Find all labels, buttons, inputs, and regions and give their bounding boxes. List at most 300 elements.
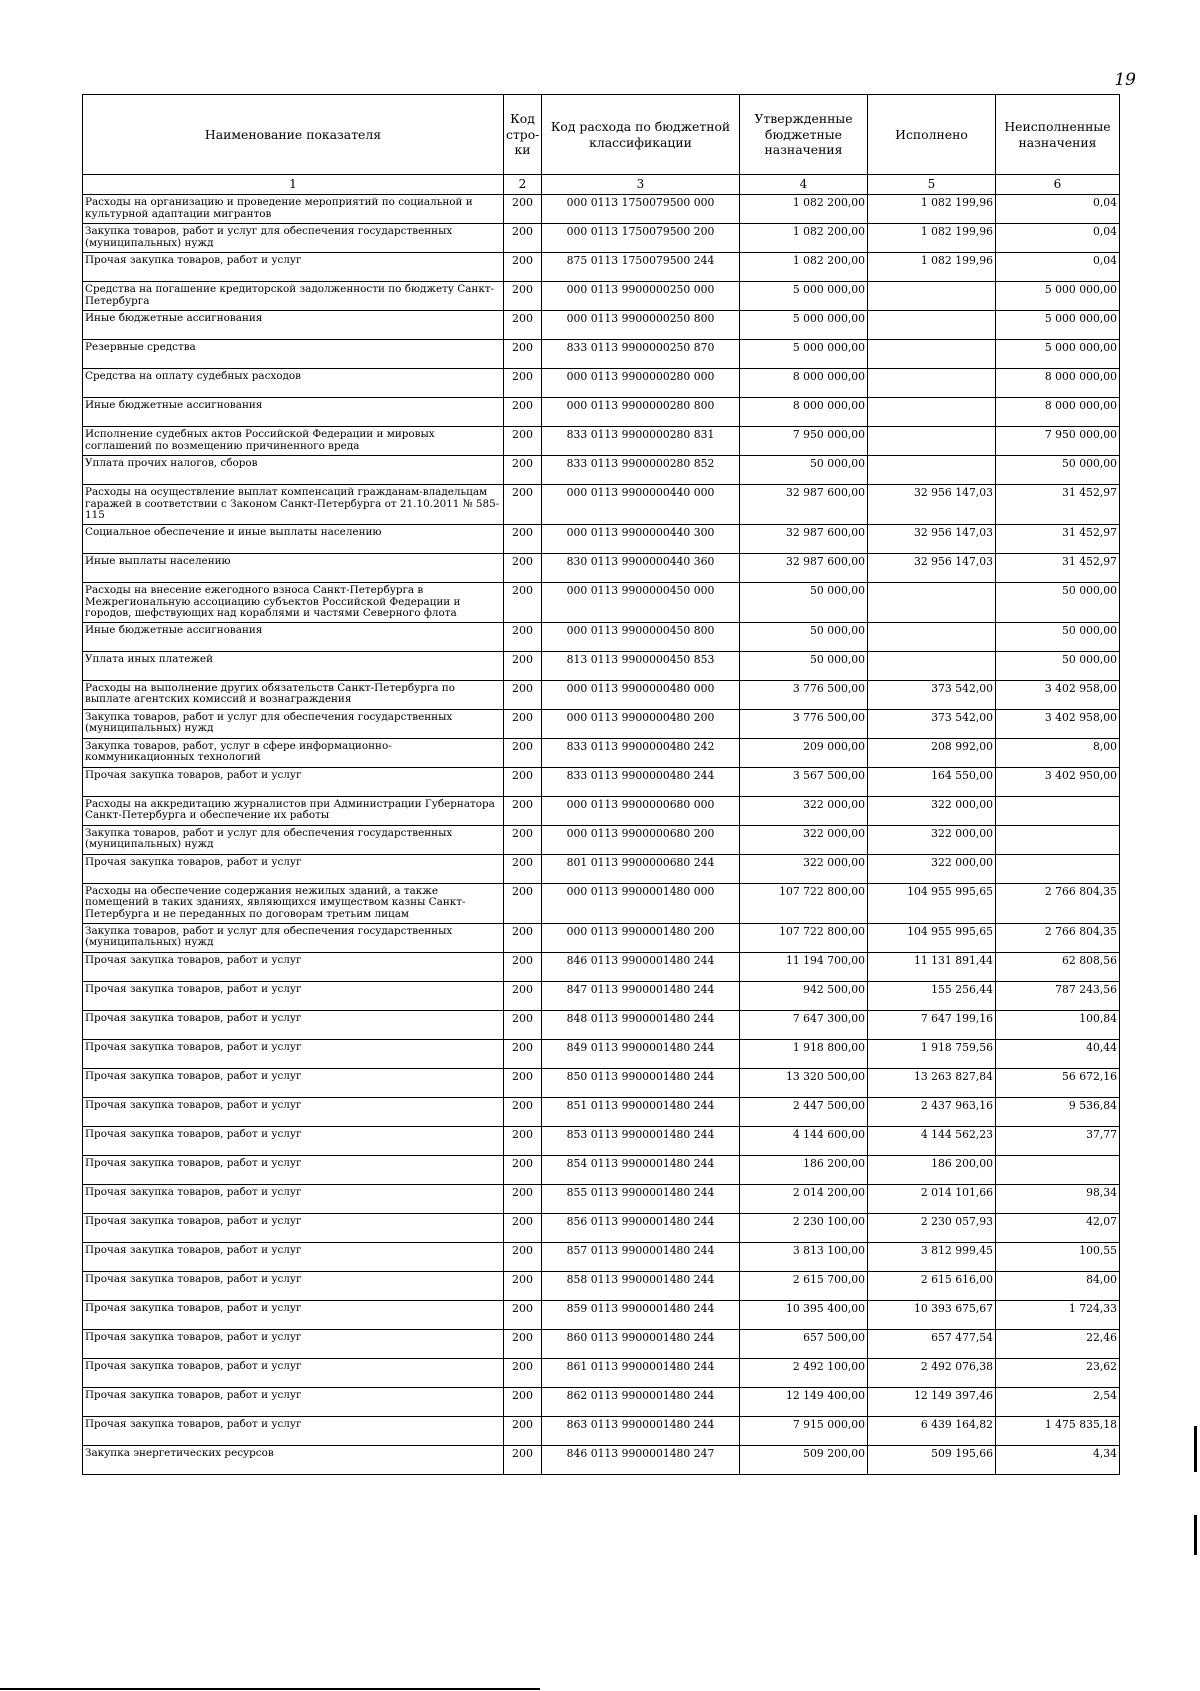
row-approved-amount: 5 000 000,00 bbox=[740, 340, 868, 369]
row-approved-amount: 657 500,00 bbox=[740, 1329, 868, 1358]
row-approved-amount: 13 320 500,00 bbox=[740, 1068, 868, 1097]
table-row bbox=[83, 981, 1120, 1010]
row-executed-amount: 155 256,44 bbox=[868, 981, 996, 1010]
row-name: Социальное обеспечение и иные выплаты населению bbox=[83, 524, 504, 553]
row-approved-amount: 2 492 100,00 bbox=[740, 1358, 868, 1387]
table-body bbox=[83, 195, 1120, 1475]
row-expense-code: 000 0113 9900000680 200 bbox=[542, 825, 740, 854]
row-approved-amount: 1 082 200,00 bbox=[740, 253, 868, 282]
row-executed-amount: 104 955 995,65 bbox=[868, 883, 996, 923]
row-line-code: 200 bbox=[504, 1068, 542, 1097]
row-line-code: 200 bbox=[504, 485, 542, 525]
right-edge-mark bbox=[1194, 1515, 1197, 1555]
row-executed-amount: 322 000,00 bbox=[868, 825, 996, 854]
row-line-code: 200 bbox=[504, 340, 542, 369]
row-executed-amount: 1 082 199,96 bbox=[868, 224, 996, 253]
column-header-expense-code: Код расхода по бюджетной классификации bbox=[542, 95, 740, 175]
table-row bbox=[83, 767, 1120, 796]
row-executed-amount: 2 492 076,38 bbox=[868, 1358, 996, 1387]
row-line-code: 200 bbox=[504, 651, 542, 680]
row-line-code: 200 bbox=[504, 981, 542, 1010]
row-name: Прочая закупка товаров, работ и услуг bbox=[83, 1010, 504, 1039]
row-executed-amount: 32 956 147,03 bbox=[868, 524, 996, 553]
row-approved-amount: 1 918 800,00 bbox=[740, 1039, 868, 1068]
row-name: Закупка товаров, работ и услуг для обеспечения государственных (муниципальных) нужд bbox=[83, 923, 504, 952]
table-row bbox=[83, 1271, 1120, 1300]
row-line-code: 200 bbox=[504, 427, 542, 456]
row-approved-amount: 942 500,00 bbox=[740, 981, 868, 1010]
row-name: Прочая закупка товаров, работ и услуг bbox=[83, 253, 504, 282]
row-executed-amount: 7 647 199,16 bbox=[868, 1010, 996, 1039]
row-line-code: 200 bbox=[504, 398, 542, 427]
row-unexecuted-amount: 50 000,00 bbox=[996, 456, 1120, 485]
table-row bbox=[83, 311, 1120, 340]
row-name: Прочая закупка товаров, работ и услуг bbox=[83, 767, 504, 796]
row-unexecuted-amount: 8 000 000,00 bbox=[996, 369, 1120, 398]
row-approved-amount: 322 000,00 bbox=[740, 854, 868, 883]
row-executed-amount: 186 200,00 bbox=[868, 1155, 996, 1184]
row-expense-code: 848 0113 9900001480 244 bbox=[542, 1010, 740, 1039]
row-line-code: 200 bbox=[504, 796, 542, 825]
table-row bbox=[83, 680, 1120, 709]
row-unexecuted-amount bbox=[996, 825, 1120, 854]
row-expense-code: 000 0113 9900000440 000 bbox=[542, 485, 740, 525]
row-approved-amount: 7 950 000,00 bbox=[740, 427, 868, 456]
row-unexecuted-amount: 5 000 000,00 bbox=[996, 311, 1120, 340]
column-number: 6 bbox=[996, 175, 1120, 195]
row-name: Закупка товаров, работ и услуг для обеспечения государственных (муниципальных) нужд bbox=[83, 825, 504, 854]
table-row bbox=[83, 456, 1120, 485]
row-name: Закупка товаров, работ и услуг для обеспечения государственных (муниципальных) нужд bbox=[83, 709, 504, 738]
row-expense-code: 000 0113 9900000250 800 bbox=[542, 311, 740, 340]
row-expense-code: 846 0113 9900001480 244 bbox=[542, 952, 740, 981]
row-approved-amount: 11 194 700,00 bbox=[740, 952, 868, 981]
row-executed-amount bbox=[868, 651, 996, 680]
row-line-code: 200 bbox=[504, 1155, 542, 1184]
row-unexecuted-amount: 37,77 bbox=[996, 1126, 1120, 1155]
row-approved-amount: 1 082 200,00 bbox=[740, 224, 868, 253]
row-name: Закупка товаров, работ, услуг в сфере информационно-коммуникационных технологий bbox=[83, 738, 504, 767]
row-unexecuted-amount: 0,04 bbox=[996, 253, 1120, 282]
row-executed-amount bbox=[868, 427, 996, 456]
row-executed-amount: 12 149 397,46 bbox=[868, 1387, 996, 1416]
row-approved-amount: 3 813 100,00 bbox=[740, 1242, 868, 1271]
row-approved-amount: 32 987 600,00 bbox=[740, 524, 868, 553]
row-expense-code: 000 0113 1750079500 000 bbox=[542, 195, 740, 224]
row-line-code: 200 bbox=[504, 1271, 542, 1300]
row-approved-amount: 509 200,00 bbox=[740, 1445, 868, 1474]
row-unexecuted-amount: 40,44 bbox=[996, 1039, 1120, 1068]
row-expense-code: 813 0113 9900000450 853 bbox=[542, 651, 740, 680]
row-expense-code: 858 0113 9900001480 244 bbox=[542, 1271, 740, 1300]
row-approved-amount: 209 000,00 bbox=[740, 738, 868, 767]
column-number: 1 bbox=[83, 175, 504, 195]
row-unexecuted-amount: 8,00 bbox=[996, 738, 1120, 767]
row-expense-code: 000 0113 9900000450 000 bbox=[542, 582, 740, 622]
row-unexecuted-amount: 2 766 804,35 bbox=[996, 883, 1120, 923]
page-number: 19 bbox=[1114, 70, 1136, 90]
row-unexecuted-amount: 7 950 000,00 bbox=[996, 427, 1120, 456]
row-line-code: 200 bbox=[504, 456, 542, 485]
table-row bbox=[83, 253, 1120, 282]
table-row bbox=[83, 1155, 1120, 1184]
row-approved-amount: 32 987 600,00 bbox=[740, 553, 868, 582]
row-expense-code: 863 0113 9900001480 244 bbox=[542, 1416, 740, 1445]
row-name: Уплата иных платежей bbox=[83, 651, 504, 680]
table-row bbox=[83, 1329, 1120, 1358]
table-row bbox=[83, 224, 1120, 253]
row-name: Прочая закупка товаров, работ и услуг bbox=[83, 1126, 504, 1155]
row-executed-amount: 1 082 199,96 bbox=[868, 195, 996, 224]
row-name: Прочая закупка товаров, работ и услуг bbox=[83, 1155, 504, 1184]
column-number: 2 bbox=[504, 175, 542, 195]
row-line-code: 200 bbox=[504, 1097, 542, 1126]
row-unexecuted-amount bbox=[996, 854, 1120, 883]
row-line-code: 200 bbox=[504, 854, 542, 883]
row-expense-code: 833 0113 9900000250 870 bbox=[542, 340, 740, 369]
row-expense-code: 846 0113 9900001480 247 bbox=[542, 1445, 740, 1474]
row-line-code: 200 bbox=[504, 1242, 542, 1271]
row-unexecuted-amount bbox=[996, 796, 1120, 825]
row-line-code: 200 bbox=[504, 825, 542, 854]
row-line-code: 200 bbox=[504, 195, 542, 224]
row-expense-code: 862 0113 9900001480 244 bbox=[542, 1387, 740, 1416]
row-unexecuted-amount: 56 672,16 bbox=[996, 1068, 1120, 1097]
row-approved-amount: 186 200,00 bbox=[740, 1155, 868, 1184]
row-line-code: 200 bbox=[504, 709, 542, 738]
row-approved-amount: 2 014 200,00 bbox=[740, 1184, 868, 1213]
row-name: Расходы на выполнение других обязательств Санкт-Петербурга по выплате агентских комиссий и вознаграждения bbox=[83, 680, 504, 709]
row-expense-code: 853 0113 9900001480 244 bbox=[542, 1126, 740, 1155]
row-approved-amount: 8 000 000,00 bbox=[740, 369, 868, 398]
row-name: Прочая закупка товаров, работ и услуг bbox=[83, 1387, 504, 1416]
row-line-code: 200 bbox=[504, 311, 542, 340]
row-unexecuted-amount: 3 402 950,00 bbox=[996, 767, 1120, 796]
row-executed-amount: 6 439 164,82 bbox=[868, 1416, 996, 1445]
row-line-code: 200 bbox=[504, 1010, 542, 1039]
row-unexecuted-amount: 42,07 bbox=[996, 1213, 1120, 1242]
row-approved-amount: 2 230 100,00 bbox=[740, 1213, 868, 1242]
table-row bbox=[83, 1039, 1120, 1068]
row-name: Расходы на аккредитацию журналистов при Администрации Губернатора Санкт-Петербурга и обеспечение их работы bbox=[83, 796, 504, 825]
column-number: 4 bbox=[740, 175, 868, 195]
row-approved-amount: 32 987 600,00 bbox=[740, 485, 868, 525]
row-executed-amount: 32 956 147,03 bbox=[868, 485, 996, 525]
row-executed-amount: 373 542,00 bbox=[868, 680, 996, 709]
row-line-code: 200 bbox=[504, 883, 542, 923]
row-approved-amount: 3 776 500,00 bbox=[740, 709, 868, 738]
column-header-name: Наименование показателя bbox=[83, 95, 504, 175]
row-name: Прочая закупка товаров, работ и услуг bbox=[83, 1329, 504, 1358]
row-expense-code: 000 0113 9900000280 000 bbox=[542, 369, 740, 398]
row-approved-amount: 5 000 000,00 bbox=[740, 311, 868, 340]
row-executed-amount: 10 393 675,67 bbox=[868, 1300, 996, 1329]
row-unexecuted-amount: 31 452,97 bbox=[996, 485, 1120, 525]
row-name: Закупка товаров, работ и услуг для обеспечения государственных (муниципальных) нужд bbox=[83, 224, 504, 253]
row-executed-amount: 4 144 562,23 bbox=[868, 1126, 996, 1155]
row-executed-amount: 322 000,00 bbox=[868, 796, 996, 825]
row-expense-code: 849 0113 9900001480 244 bbox=[542, 1039, 740, 1068]
row-executed-amount: 373 542,00 bbox=[868, 709, 996, 738]
row-name: Закупка энергетических ресурсов bbox=[83, 1445, 504, 1474]
row-executed-amount: 3 812 999,45 bbox=[868, 1242, 996, 1271]
table-row bbox=[83, 622, 1120, 651]
row-expense-code: 000 0113 9900000480 000 bbox=[542, 680, 740, 709]
column-number-row bbox=[83, 175, 1120, 195]
row-executed-amount: 2 230 057,93 bbox=[868, 1213, 996, 1242]
row-line-code: 200 bbox=[504, 524, 542, 553]
row-line-code: 200 bbox=[504, 1213, 542, 1242]
table-row bbox=[83, 1387, 1120, 1416]
row-line-code: 200 bbox=[504, 1126, 542, 1155]
row-approved-amount: 8 000 000,00 bbox=[740, 398, 868, 427]
table-row bbox=[83, 825, 1120, 854]
row-expense-code: 854 0113 9900001480 244 bbox=[542, 1155, 740, 1184]
row-approved-amount: 3 567 500,00 bbox=[740, 767, 868, 796]
row-name: Расходы на обеспечение содержания нежилых зданий, а также помещений в таких зданиях, являющихся имуществом казны Санкт-Петербурга и не переданных по договорам третьим лицам bbox=[83, 883, 504, 923]
row-name: Прочая закупка товаров, работ и услуг bbox=[83, 1271, 504, 1300]
row-unexecuted-amount: 22,46 bbox=[996, 1329, 1120, 1358]
row-unexecuted-amount: 1 724,33 bbox=[996, 1300, 1120, 1329]
row-expense-code: 850 0113 9900001480 244 bbox=[542, 1068, 740, 1097]
row-approved-amount: 50 000,00 bbox=[740, 651, 868, 680]
row-line-code: 200 bbox=[504, 1300, 542, 1329]
row-approved-amount: 10 395 400,00 bbox=[740, 1300, 868, 1329]
row-expense-code: 801 0113 9900000680 244 bbox=[542, 854, 740, 883]
row-name: Прочая закупка товаров, работ и услуг bbox=[83, 1416, 504, 1445]
row-approved-amount: 7 647 300,00 bbox=[740, 1010, 868, 1039]
table-row bbox=[83, 709, 1120, 738]
row-executed-amount bbox=[868, 398, 996, 427]
row-line-code: 200 bbox=[504, 224, 542, 253]
row-name: Прочая закупка товаров, работ и услуг bbox=[83, 1039, 504, 1068]
row-executed-amount bbox=[868, 582, 996, 622]
row-approved-amount: 50 000,00 bbox=[740, 622, 868, 651]
row-expense-code: 830 0113 9900000440 360 bbox=[542, 553, 740, 582]
row-expense-code: 857 0113 9900001480 244 bbox=[542, 1242, 740, 1271]
row-unexecuted-amount: 31 452,97 bbox=[996, 524, 1120, 553]
column-number: 3 bbox=[542, 175, 740, 195]
row-name: Резервные средства bbox=[83, 340, 504, 369]
row-line-code: 200 bbox=[504, 1445, 542, 1474]
table-row bbox=[83, 1068, 1120, 1097]
table-row bbox=[83, 854, 1120, 883]
row-executed-amount: 32 956 147,03 bbox=[868, 553, 996, 582]
table-row bbox=[83, 1213, 1120, 1242]
row-approved-amount: 2 615 700,00 bbox=[740, 1271, 868, 1300]
table-row bbox=[83, 1126, 1120, 1155]
row-name: Расходы на осуществление выплат компенсаций гражданам-владельцам гаражей в соответствии с Законом Санкт-Петербурга от 21.10.2011 № 585-115 bbox=[83, 485, 504, 525]
row-name: Средства на погашение кредиторской задолженности по бюджету Санкт-Петербурга bbox=[83, 282, 504, 311]
row-expense-code: 875 0113 1750079500 244 bbox=[542, 253, 740, 282]
row-name: Прочая закупка товаров, работ и услуг bbox=[83, 1213, 504, 1242]
table-row bbox=[83, 1358, 1120, 1387]
row-executed-amount: 2 615 616,00 bbox=[868, 1271, 996, 1300]
row-unexecuted-amount: 62 808,56 bbox=[996, 952, 1120, 981]
budget-execution-table bbox=[82, 94, 1120, 1475]
row-expense-code: 847 0113 9900001480 244 bbox=[542, 981, 740, 1010]
row-expense-code: 833 0113 9900000480 242 bbox=[542, 738, 740, 767]
row-expense-code: 000 0113 9900000280 800 bbox=[542, 398, 740, 427]
row-approved-amount: 7 915 000,00 bbox=[740, 1416, 868, 1445]
row-name: Средства на оплату судебных расходов bbox=[83, 369, 504, 398]
row-name: Исполнение судебных актов Российской Федерации и мировых соглашений по возмещению причиненного вреда bbox=[83, 427, 504, 456]
row-name: Прочая закупка товаров, работ и услуг bbox=[83, 981, 504, 1010]
table-row bbox=[83, 524, 1120, 553]
row-line-code: 200 bbox=[504, 553, 542, 582]
row-executed-amount: 11 131 891,44 bbox=[868, 952, 996, 981]
table-row bbox=[83, 1445, 1120, 1474]
row-line-code: 200 bbox=[504, 1358, 542, 1387]
table-row bbox=[83, 340, 1120, 369]
row-approved-amount: 322 000,00 bbox=[740, 825, 868, 854]
table-row bbox=[83, 398, 1120, 427]
table-row bbox=[83, 282, 1120, 311]
row-executed-amount: 322 000,00 bbox=[868, 854, 996, 883]
table-row bbox=[83, 427, 1120, 456]
row-executed-amount: 13 263 827,84 bbox=[868, 1068, 996, 1097]
row-unexecuted-amount: 5 000 000,00 bbox=[996, 340, 1120, 369]
row-unexecuted-amount: 3 402 958,00 bbox=[996, 709, 1120, 738]
row-unexecuted-amount: 787 243,56 bbox=[996, 981, 1120, 1010]
table-row bbox=[83, 369, 1120, 398]
row-line-code: 200 bbox=[504, 680, 542, 709]
table-row bbox=[83, 796, 1120, 825]
table-row bbox=[83, 1097, 1120, 1126]
table-row bbox=[83, 1416, 1120, 1445]
row-line-code: 200 bbox=[504, 923, 542, 952]
header-row bbox=[83, 95, 1120, 175]
column-header-unexecuted: Неисполненные назначения bbox=[996, 95, 1120, 175]
row-approved-amount: 107 722 800,00 bbox=[740, 923, 868, 952]
row-executed-amount: 1 918 759,56 bbox=[868, 1039, 996, 1068]
row-name: Иные выплаты населению bbox=[83, 553, 504, 582]
row-expense-code: 000 0113 1750079500 200 bbox=[542, 224, 740, 253]
row-name: Иные бюджетные ассигнования bbox=[83, 311, 504, 340]
row-expense-code: 000 0113 9900000680 000 bbox=[542, 796, 740, 825]
row-unexecuted-amount: 2,54 bbox=[996, 1387, 1120, 1416]
row-expense-code: 856 0113 9900001480 244 bbox=[542, 1213, 740, 1242]
row-name: Расходы на внесение ежегодного взноса Санкт-Петербурга в Межрегиональную ассоциацию субъектов Российской Федерации и городов, шефствующих над кораблями и частями Северного флота bbox=[83, 582, 504, 622]
row-name: Прочая закупка товаров, работ и услуг bbox=[83, 952, 504, 981]
row-executed-amount bbox=[868, 622, 996, 651]
row-line-code: 200 bbox=[504, 952, 542, 981]
row-expense-code: 855 0113 9900001480 244 bbox=[542, 1184, 740, 1213]
row-expense-code: 000 0113 9900000250 000 bbox=[542, 282, 740, 311]
row-approved-amount: 1 082 200,00 bbox=[740, 195, 868, 224]
row-executed-amount bbox=[868, 340, 996, 369]
row-expense-code: 851 0113 9900001480 244 bbox=[542, 1097, 740, 1126]
table-row bbox=[83, 553, 1120, 582]
row-line-code: 200 bbox=[504, 1329, 542, 1358]
row-approved-amount: 3 776 500,00 bbox=[740, 680, 868, 709]
row-name: Прочая закупка товаров, работ и услуг bbox=[83, 854, 504, 883]
row-executed-amount bbox=[868, 282, 996, 311]
row-unexecuted-amount: 50 000,00 bbox=[996, 622, 1120, 651]
row-unexecuted-amount: 3 402 958,00 bbox=[996, 680, 1120, 709]
row-expense-code: 833 0113 9900000280 852 bbox=[542, 456, 740, 485]
row-executed-amount: 509 195,66 bbox=[868, 1445, 996, 1474]
table-row bbox=[83, 952, 1120, 981]
row-executed-amount: 2 437 963,16 bbox=[868, 1097, 996, 1126]
column-header-approved: Утвержденные бюджетные назначения bbox=[740, 95, 868, 175]
row-name: Прочая закупка товаров, работ и услуг bbox=[83, 1184, 504, 1213]
row-name: Расходы на организацию и проведение мероприятий по социальной и культурной адаптации мигрантов bbox=[83, 195, 504, 224]
row-unexecuted-amount: 98,34 bbox=[996, 1184, 1120, 1213]
row-executed-amount bbox=[868, 369, 996, 398]
row-line-code: 200 bbox=[504, 1039, 542, 1068]
row-name: Прочая закупка товаров, работ и услуг bbox=[83, 1068, 504, 1097]
table-row bbox=[83, 883, 1120, 923]
row-unexecuted-amount: 2 766 804,35 bbox=[996, 923, 1120, 952]
right-edge-mark bbox=[1194, 1426, 1197, 1472]
row-line-code: 200 bbox=[504, 1184, 542, 1213]
row-line-code: 200 bbox=[504, 282, 542, 311]
table-row bbox=[83, 651, 1120, 680]
row-expense-code: 000 0113 9900000480 200 bbox=[542, 709, 740, 738]
row-approved-amount: 50 000,00 bbox=[740, 456, 868, 485]
row-unexecuted-amount: 5 000 000,00 bbox=[996, 282, 1120, 311]
row-executed-amount: 1 082 199,96 bbox=[868, 253, 996, 282]
row-unexecuted-amount bbox=[996, 1155, 1120, 1184]
row-expense-code: 000 0113 9900001480 200 bbox=[542, 923, 740, 952]
row-unexecuted-amount: 50 000,00 bbox=[996, 651, 1120, 680]
row-unexecuted-amount: 100,55 bbox=[996, 1242, 1120, 1271]
table-row bbox=[83, 1242, 1120, 1271]
table-row bbox=[83, 1010, 1120, 1039]
row-executed-amount: 2 014 101,66 bbox=[868, 1184, 996, 1213]
row-unexecuted-amount: 0,04 bbox=[996, 224, 1120, 253]
table-row bbox=[83, 582, 1120, 622]
row-line-code: 200 bbox=[504, 738, 542, 767]
row-line-code: 200 bbox=[504, 369, 542, 398]
table-row bbox=[83, 738, 1120, 767]
row-executed-amount bbox=[868, 456, 996, 485]
row-line-code: 200 bbox=[504, 582, 542, 622]
row-name: Прочая закупка товаров, работ и услуг bbox=[83, 1097, 504, 1126]
row-expense-code: 833 0113 9900000280 831 bbox=[542, 427, 740, 456]
row-executed-amount bbox=[868, 311, 996, 340]
row-expense-code: 861 0113 9900001480 244 bbox=[542, 1358, 740, 1387]
table-row bbox=[83, 923, 1120, 952]
row-line-code: 200 bbox=[504, 253, 542, 282]
row-expense-code: 000 0113 9900000440 300 bbox=[542, 524, 740, 553]
row-name: Прочая закупка товаров, работ и услуг bbox=[83, 1242, 504, 1271]
row-approved-amount: 12 149 400,00 bbox=[740, 1387, 868, 1416]
row-approved-amount: 4 144 600,00 bbox=[740, 1126, 868, 1155]
row-executed-amount: 104 955 995,65 bbox=[868, 923, 996, 952]
row-expense-code: 860 0113 9900001480 244 bbox=[542, 1329, 740, 1358]
row-name: Уплата прочих налогов, сборов bbox=[83, 456, 504, 485]
row-unexecuted-amount: 31 452,97 bbox=[996, 553, 1120, 582]
table-row bbox=[83, 1184, 1120, 1213]
row-line-code: 200 bbox=[504, 1387, 542, 1416]
row-unexecuted-amount: 8 000 000,00 bbox=[996, 398, 1120, 427]
column-header-line-code: Код стро-ки bbox=[504, 95, 542, 175]
row-approved-amount: 5 000 000,00 bbox=[740, 282, 868, 311]
row-line-code: 200 bbox=[504, 1416, 542, 1445]
column-header-executed: Исполнено bbox=[868, 95, 996, 175]
row-unexecuted-amount: 100,84 bbox=[996, 1010, 1120, 1039]
row-expense-code: 000 0113 9900000450 800 bbox=[542, 622, 740, 651]
row-approved-amount: 322 000,00 bbox=[740, 796, 868, 825]
row-name: Прочая закупка товаров, работ и услуг bbox=[83, 1300, 504, 1329]
row-executed-amount: 657 477,54 bbox=[868, 1329, 996, 1358]
row-executed-amount: 208 992,00 bbox=[868, 738, 996, 767]
row-line-code: 200 bbox=[504, 767, 542, 796]
row-unexecuted-amount: 4,34 bbox=[996, 1445, 1120, 1474]
table-row bbox=[83, 195, 1120, 224]
